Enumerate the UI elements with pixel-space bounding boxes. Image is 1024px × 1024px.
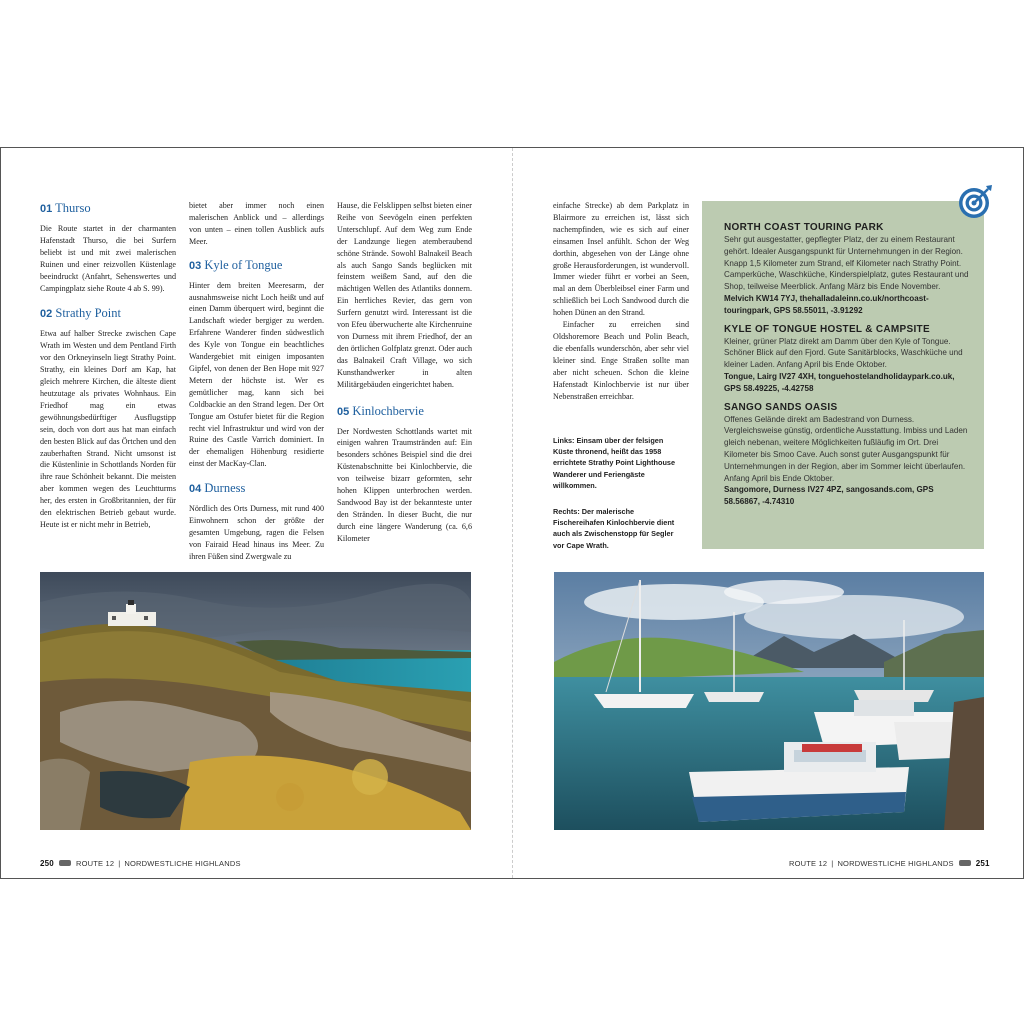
campsite-info-box [702, 201, 984, 549]
section-heading-durness: 04 Durness [189, 481, 246, 496]
page-number-left: 250 [40, 859, 54, 868]
camper-van-icon [59, 860, 71, 866]
right-page-footer: ROUTE 12 | NORDWESTLICHE HIGHLANDS 251 [789, 859, 990, 868]
campsite-address-sango-sands: Sangomore, Durness IV27 4PZ, sangosands.com, GPS 58.56867, -4.74310 [724, 485, 934, 507]
paragraph-thurso: Die Route startet in der charmanten Hafenstadt Thurso, die bei Surfern beliebt ist und mit zwei malerischen Ruinen und einer reizvollen Küstenlage beeindruckt (Anfahrt, Sehenswertes und Campingplatz siehe Route 4 ab S. 99). [40, 224, 176, 293]
footer-route: ROUTE 12 [789, 859, 828, 868]
photo-strathy-point-lighthouse [40, 572, 471, 830]
page-gutter [512, 148, 513, 878]
campsite-address-north-coast: Melvich KW14 7YJ, thehalladaleinn.co.uk/northcoast-touringpark, GPS 58.55011, -3.91292 [724, 293, 929, 315]
paragraph-strathy-point: Etwa auf halber Strecke zwischen Cape Wrath im Westen und dem Pentland Firth vor den Orkneyinseln liegt Strathy Point. Strathy, ein kleines Dorf am Kap, hat gleich mehrere Kirchen, die älteste dient heutzutage als privates Wohnhaus. Ein Friedhof mag ein etwas gewöhnungsbedürftiger Ausflugstipp sein, doch von dort aus hat man einfach den besten Blick auf das Örtchen und den zauberhaften Strand. Nicht umsonst ist die Küstenlinie in Schottlands Norden für ihre raue Schönheit bekannt. Die meisten aber kommen wegen des Leuchtturms her, des ersten in Großbritannien, der für den elektrischen Betrieb gebaut wurde. Heute ist er nicht mehr in Betrieb, [40, 329, 176, 529]
campsite-address-kyle-of-tongue: Tongue, Lairg IV27 4XH, tonguehostelandholidaypark.co.uk, GPS 58.49225, -4.42758 [724, 371, 955, 393]
campsite-title-kyle-of-tongue: KYLE OF TONGUE HOSTEL & CAMPSITE [724, 323, 930, 335]
photo-kinlochbervie-harbour [554, 572, 984, 830]
left-column-3 [337, 200, 472, 545]
campsite-title-sango-sands: SANGO SANDS OASIS [724, 401, 838, 413]
left-page-footer: 250 ROUTE 12 | NORDWESTLICHE HIGHLANDS [40, 859, 241, 868]
left-column-2 [189, 200, 324, 563]
right-column-1 [553, 200, 689, 402]
paragraph-kinlochbervie: Der Nordwesten Schottlands wartet mit einigen wahren Traumstränden auf: Ein besonders schönes Beispiel sind die drei Küstenabschnitte bei Kinlochbervie, die von teilweise bizarr geformten, sehr hohen Klippen unterbrochen werden. Sandwood Bay ist der bekannteste unter den Stränden. In dieser Bucht, die nur durch eine längere Wanderung (ca. 6,6 Kilometer [337, 426, 472, 543]
paragraph-strathy-continued: bietet aber immer noch einen malerischen Anblick und – allerdings von unten – einen tollen Ausblick aufs Meer. [189, 201, 324, 246]
caption-right-photo: Rechts: Der malerische Fischereihafen Kinlochbervie dient auch als Zwischenstopp für Segler vor Cape Wrath. [553, 507, 675, 550]
campsite-desc-kyle-of-tongue: Kleiner, grüner Platz direkt am Damm über den Kyle of Tongue. Schöner Blick auf den Fjord. Gute Sanitärblocks, Waschküche und kleiner Laden. Anfang April bis Ende Oktober. [724, 336, 963, 370]
campsite-desc-north-coast: Sehr gut ausgestatter, gepflegter Platz, der zu einem Restaurant gehört. Idealer Ausgangspunkt für Unternehmungen in der Region. Knapp 1,5 Kilometer zum Strand, elf Kilometer nach Strathy Point. Camperküche, Waschküche, Kinderspielplatz, gutes Restaurant und Shop, teilweise Meerblick. Anfang März bis Ende November. [724, 235, 969, 292]
section-heading-kyle-of-tongue: 03 Kyle of Tongue [189, 257, 283, 272]
footer-region: NORDWESTLICHE HIGHLANDS [124, 859, 241, 868]
section-heading-strathy-point: 02 Strathy Point [40, 306, 122, 321]
paragraph-oldshoremore: Einfacher zu erreichen sind Oldshoremore Beach und Polin Beach, die ebenfalls wunderschön, aber sehr viel kleiner sind. Enge Straßen sollte man aber nicht scheuen. Schon die kleine Hafenstadt Kinlochbervie ist nur über Nebenstraßen erreichbar. [553, 320, 689, 401]
paragraph-durness-continued: Hause, die Felsklippen selbst bieten einer Reihe von Seevögeln einen perfekten Unterschlupf. Auf dem Weg zum Ende der Landzunge liegen atemberaubend schöne Strände. Sowohl Balnakeil Beach als auch Sango Sands beglücken mit feinstem weißem Sand, auf den die mächtigen Wellen des Atlantiks donnern. Ein herrliches Revier, das gern von Surfern genutzt wird. Interessant ist die von Efeu überwucherte alte Kirchenruine von Durness mit ihrem Friedhof, der an den örtlichen Golfplatz grenzt. Oder auch das Balnakeil Craft Village, wo sich Kunsthandwerker in alten Militärgebäuden eingerichtet haben. [337, 201, 472, 389]
section-heading-kinlochbervie: 05 Kinlochbervie [337, 403, 424, 418]
left-column-1 [40, 200, 176, 531]
footer-region: NORDWESTLICHE HIGHLANDS [837, 859, 954, 868]
book-spread [0, 147, 1024, 879]
page-number-right: 251 [975, 859, 990, 868]
target-icon [957, 184, 993, 220]
section-heading-thurso: 01 Thurso [40, 201, 91, 215]
campsite-desc-sango-sands: Offenes Gelände direkt am Badestrand von Durness. Vergleichsweise günstig, ordentliche Ausstattung. Imbiss und Laden gleich nebenan, weitere Möglichkeiten fußläufig im Ort. Drei Kilometer bis Smoo Cave. Auch sonst guter Ausgangspunkt für Unternehmungen in der Region, aber im Sommer leicht überlaufen. Anfang April bis Ende Oktober. [724, 414, 968, 483]
paragraph-durness: Nördlich des Orts Durness, mit rund 400 Einwohnern schon der größte der gesamten Umgebung, ragen die Felsen von Fairaid Head hinaus ins Meer. Zu ihren Füßen sind Zwergwale zu [189, 504, 324, 561]
camper-van-icon [959, 860, 971, 866]
footer-route: ROUTE 12 [75, 859, 115, 868]
caption-left-photo: Links: Einsam über der felsigen Küste thronend, heißt das 1958 errichtete Strathy Point Lighthouse Wanderer und Feriengäste willkommen. [553, 436, 676, 490]
paragraph-kyle-of-tongue: Hinter dem breiten Meeresarm, der ausnahmsweise nicht Loch heißt und auf einen Damm überquert wird, beginnt die Landschaft wieder bergiger zu werden. Erfahrene Wanderer finden südwestlich des Kyle von Tongue ein beachtliches Wandergebiet mit einigen imposanten Gipfel, von denen der Ben Hope mit 927 Metern der höchste ist. Wer es gemütlicher mag, kann sich bei Coldbackie an den Strand legen. Der Ort Tongue am Ostufer bietet für die Region recht viel Infrastruktur und wird von der Ruine des Castle Varrich dominiert. In der ehemaligen Höhenburg residierte einst der MacKay-Clan. [189, 280, 324, 469]
paragraph-sandwood: einfache Strecke) ab dem Parkplatz in Blairmore zu erreichen ist, lässt sich nachempfinden, wie es sich auf einer einsamen Insel anfühlt. Schon der Weg dorthin, abgesehen von der Länge ohne große Herausforderungen, ist wundervoll. Immer wieder führt er vorbei an Seen, mal an dem Überbleibsel einer Farm und schließlich bei Loch Sandwood durch die hohen Dünen an den Strand. [553, 201, 689, 318]
campsite-title-north-coast: NORTH COAST TOURING PARK [724, 222, 884, 233]
